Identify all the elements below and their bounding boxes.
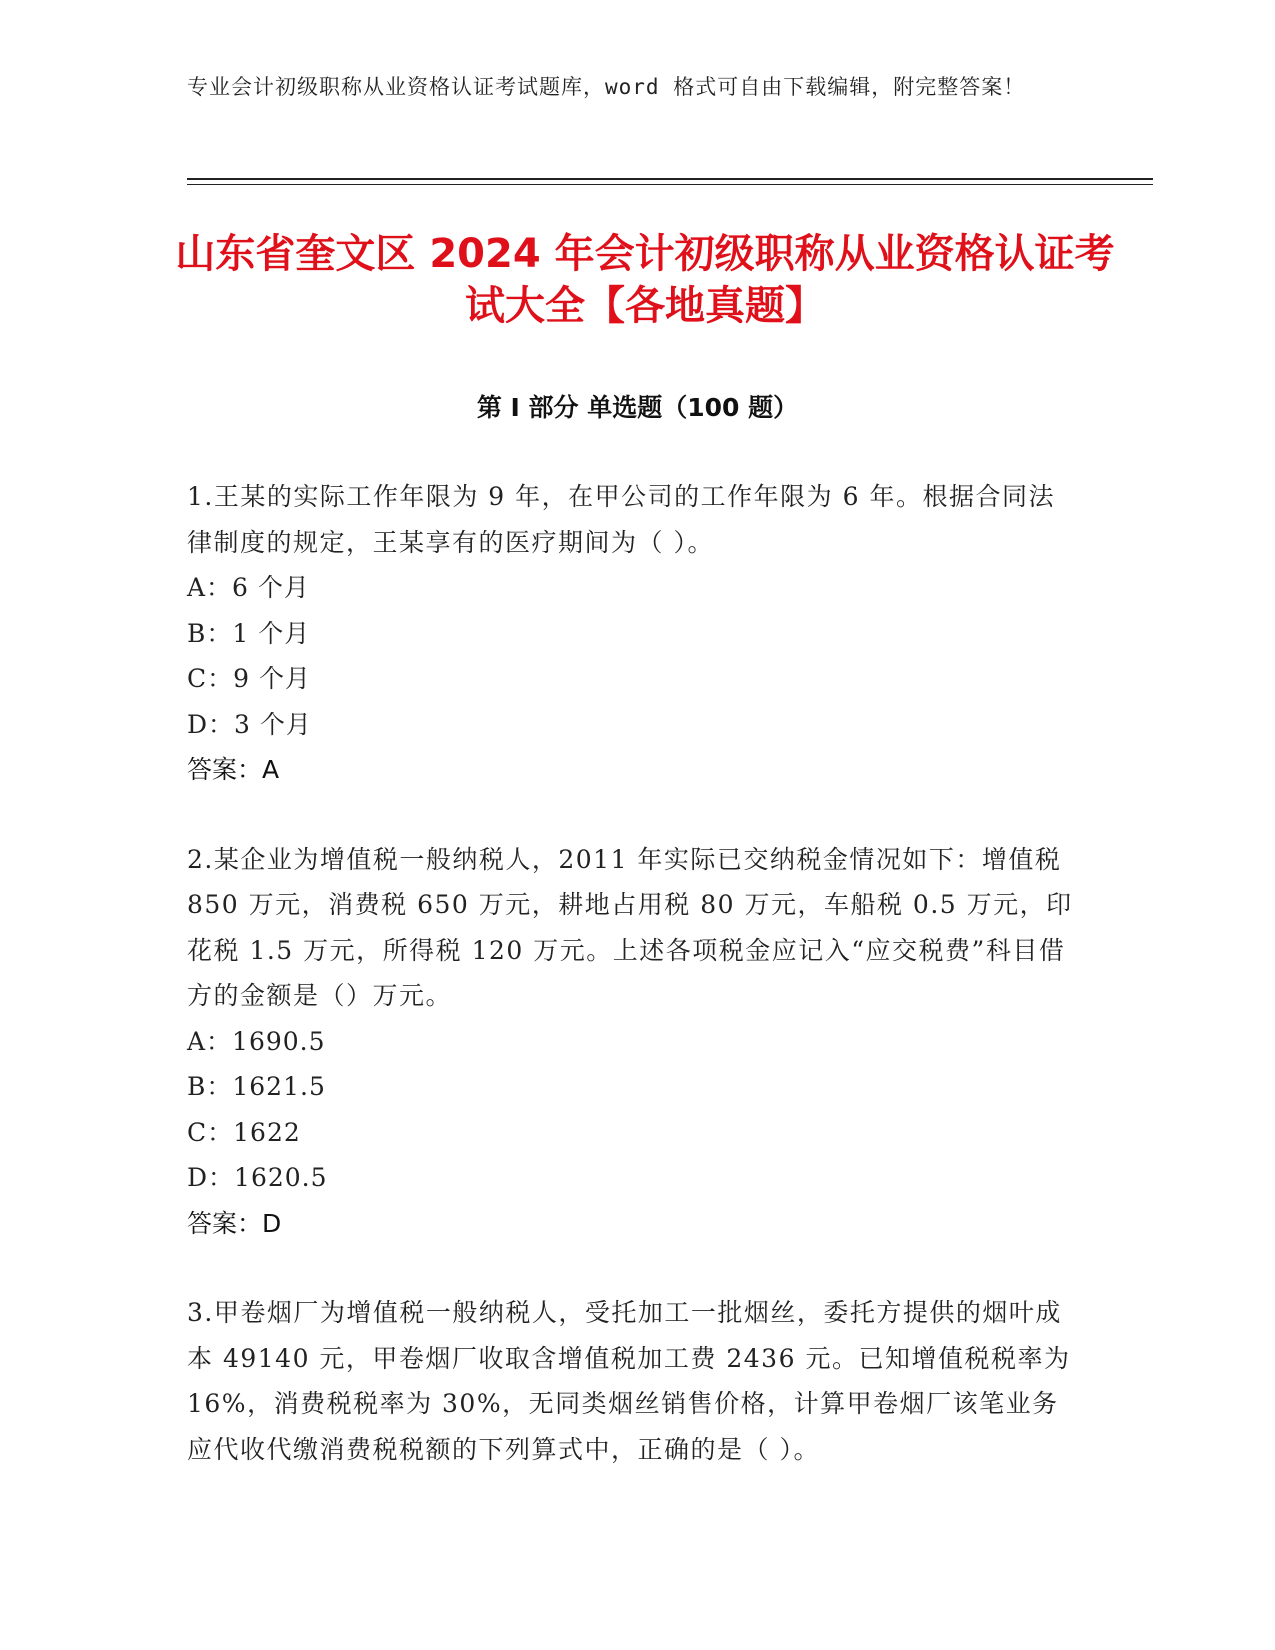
question-stem: 1.王某的实际工作年限为 9 年，在甲公司的工作年限为 6 年。根据合同法律制度的规定，王某享有的医疗期间为（ ）。 <box>187 482 1055 557</box>
question-3 <box>187 1290 1077 1472</box>
header-note: 专业会计初级职称从业资格认证考试题库，word 格式可自由下载编辑，附完整答案！ <box>187 75 1026 99</box>
header-divider-thin <box>187 184 1153 185</box>
questions-list <box>187 474 1077 1516</box>
header-divider-thick <box>187 178 1153 180</box>
option-c: C：9 个月 <box>187 664 311 693</box>
option-a: A：1690.5 <box>187 1026 326 1056</box>
option-b: B：1 个月 <box>187 618 311 648</box>
option-d: D：3 个月 <box>187 709 312 739</box>
option-c: C：1622 <box>187 1117 301 1147</box>
question-stem: 2.某企业为增值税一般纳税人，2011 年实际已交纳税金情况如下：增值税 850 万元，消费税 650 万元，耕地占用税 80 万元，车船税 0.5 万元，印花税 1.5 万元，所得税 120 万元。上述各项税金应记入“应交税费”科目借方的金额是（）万元。 <box>187 844 1073 1010</box>
option-d: D：1620.5 <box>187 1163 328 1192</box>
document-title: 山东省奎文区 2024 年会计初级职称从业资格认证考试大全【各地真题】 <box>175 231 1115 329</box>
answer-line: 答案：A <box>187 755 280 784</box>
option-a: A：6 个月 <box>187 573 310 602</box>
option-b: B：1621.5 <box>187 1072 326 1101</box>
answer-line: 答案：D <box>187 1208 282 1238</box>
section-heading: 第 I 部分 单选题（100 题） <box>476 393 799 422</box>
question-1 <box>187 474 1077 793</box>
question-2 <box>187 837 1077 1247</box>
question-stem: 3.甲卷烟厂为增值税一般纳税人，受托加工一批烟丝，委托方提供的烟叶成本 49140 元，甲卷烟厂收取含增值税加工费 2436 元。已知增值税税率为 16%，消费税税率为 30%，无同类烟丝销售价格，计算甲卷烟厂该笔业务应代收代缴消费税税额的下列算式中，正确的是（ ）。 <box>187 1298 1071 1464</box>
